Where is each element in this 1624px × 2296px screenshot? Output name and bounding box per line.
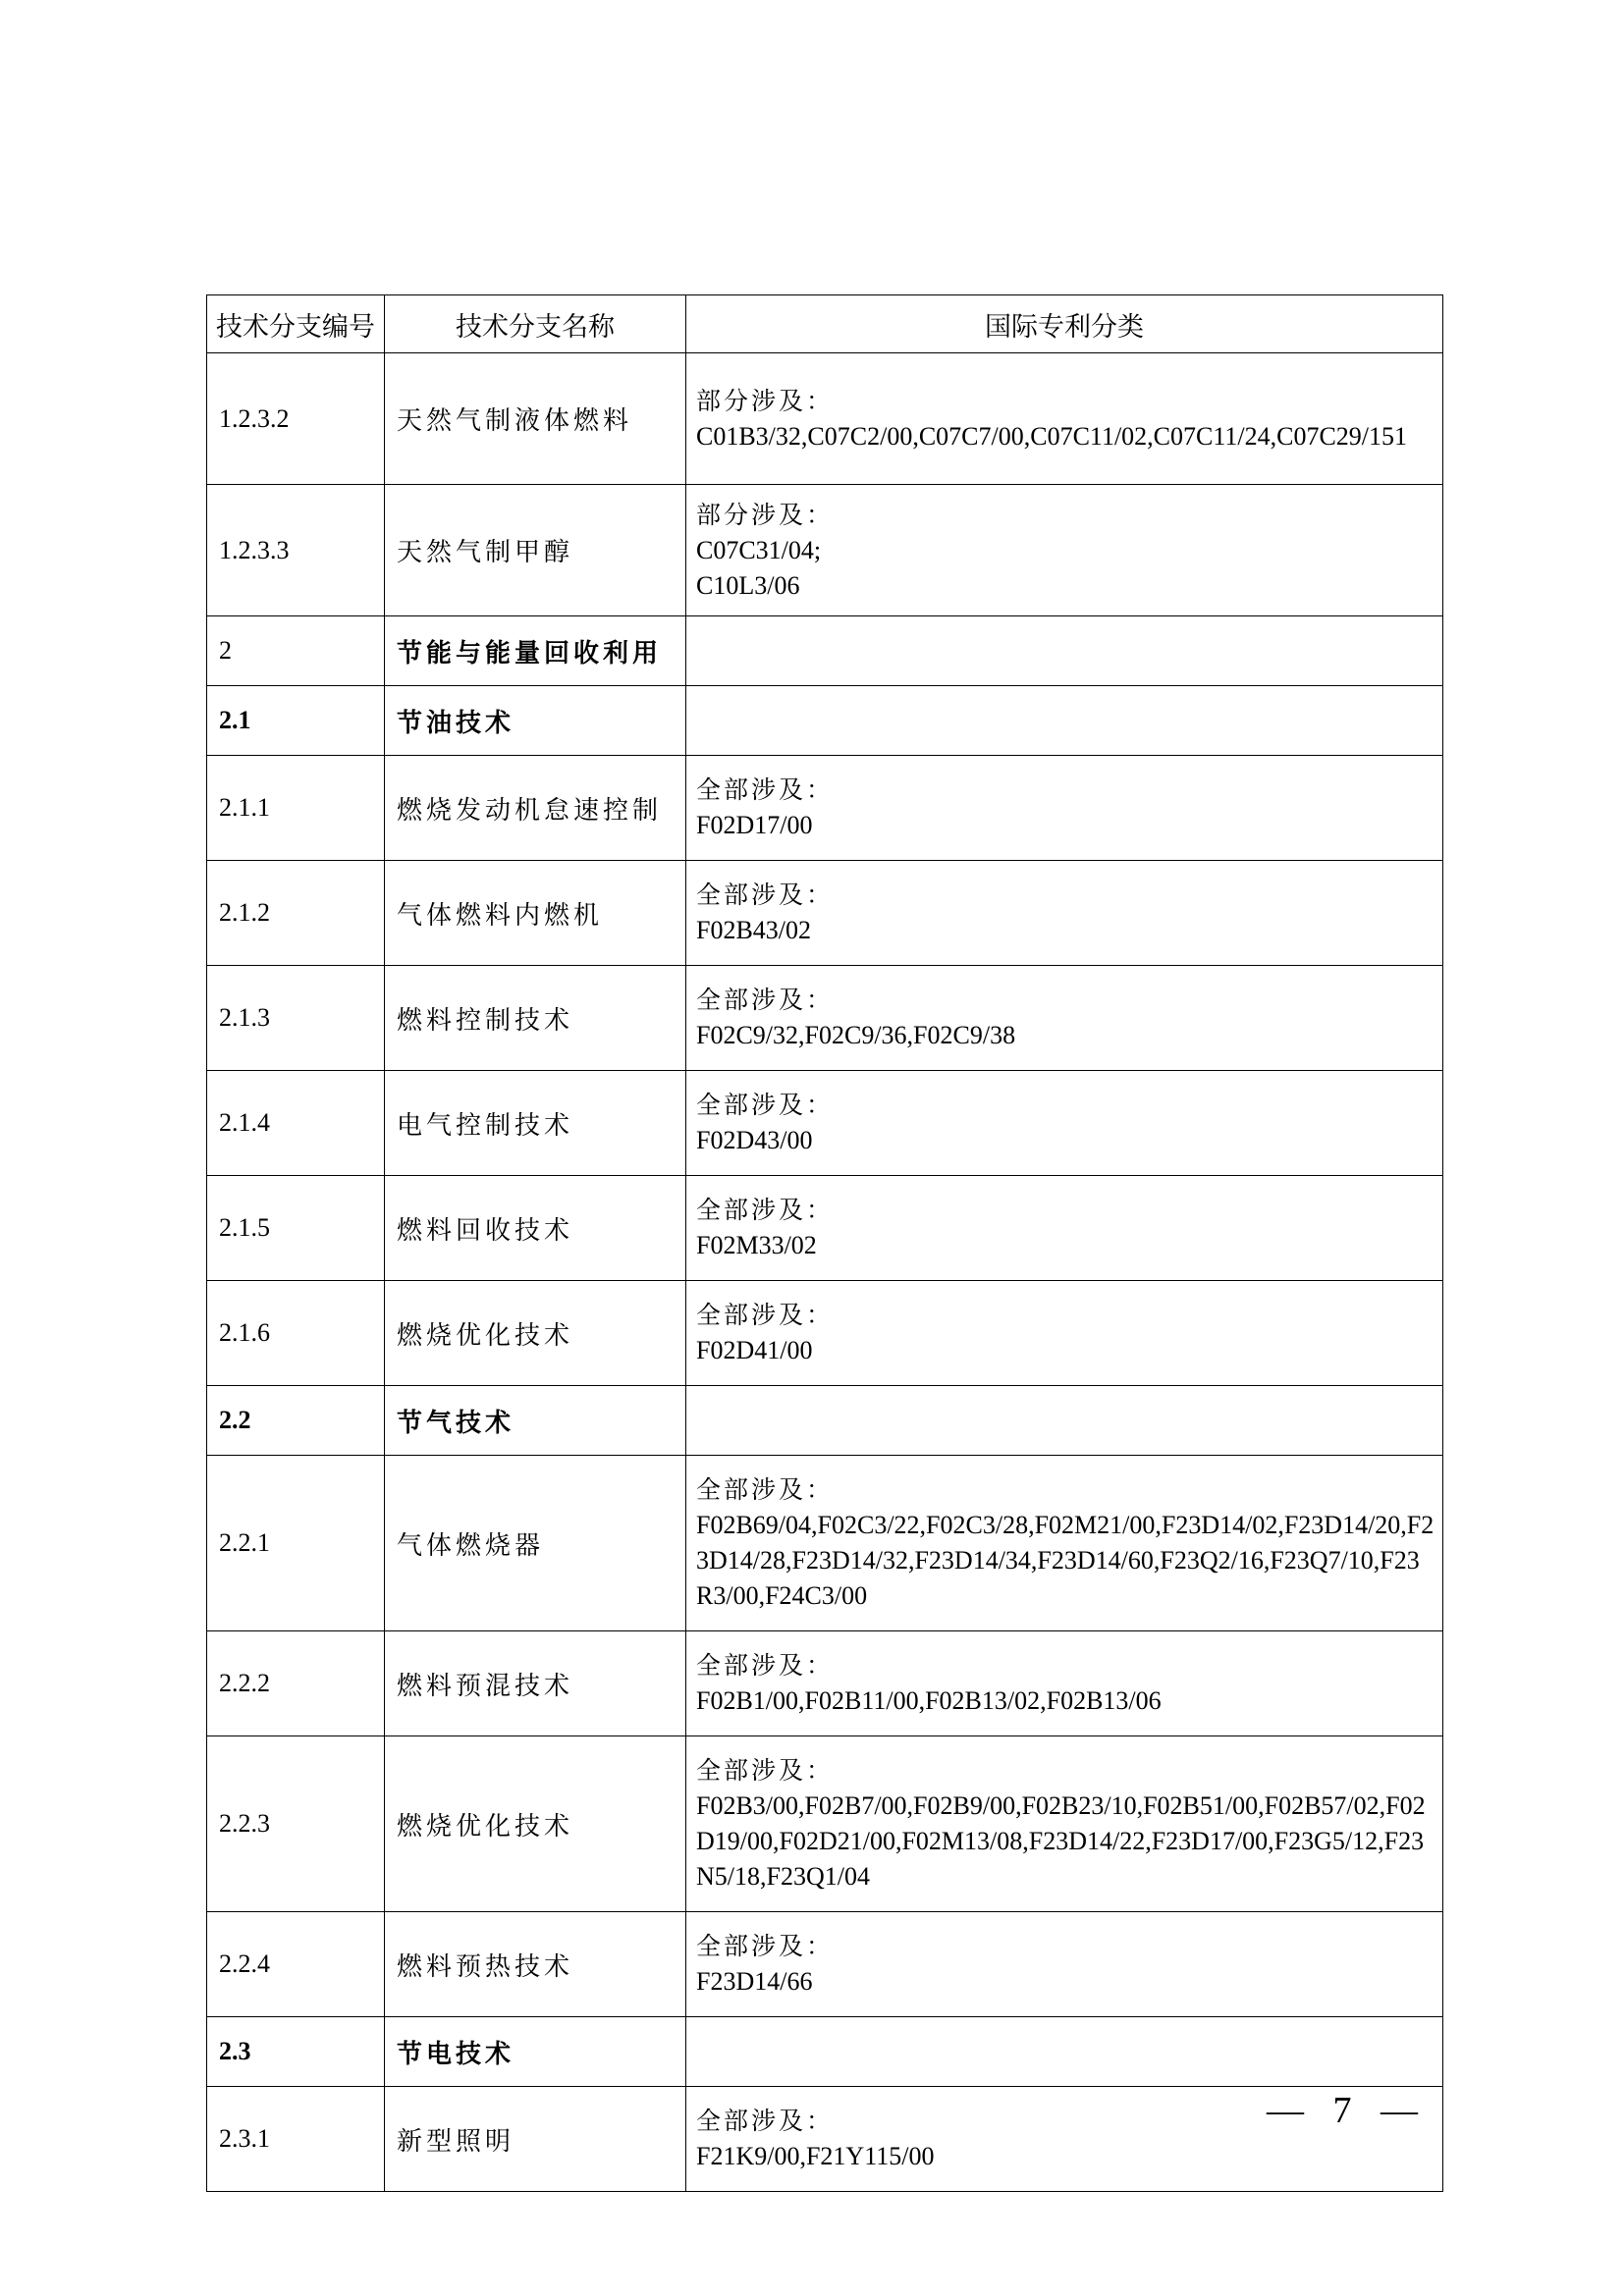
table-row [207, 616, 1443, 686]
ipc-label: 全部涉及： [696, 881, 835, 909]
ipc-label: 全部涉及： [696, 986, 835, 1014]
branch-name: 节油技术 [385, 686, 686, 756]
branch-number: 2.3 [207, 2017, 385, 2087]
branch-number: 2.2.2 [207, 1631, 385, 1736]
branch-name: 燃料预混技术 [385, 1631, 686, 1736]
ipc-codes: F02M33/02 [696, 1231, 817, 1259]
branch-name: 天然气制甲醇 [385, 485, 686, 616]
ipc-cell [686, 2017, 1443, 2087]
branch-name: 节气技术 [385, 1386, 686, 1456]
table-row [207, 2017, 1443, 2087]
ipc-label: 全部涉及： [696, 1756, 835, 1785]
branch-name: 气体燃料内燃机 [385, 861, 686, 966]
ipc-codes: F02D41/00 [696, 1336, 813, 1364]
ipc-cell [686, 1386, 1443, 1456]
branch-name: 新型照明 [385, 2087, 686, 2192]
branch-number: 2.1.3 [207, 966, 385, 1071]
table-header-row [207, 295, 1443, 353]
ipc-codes: F02B69/04,F02C3/22,F02C3/28,F02M21/00,F23D14/02,F23D14/20,F23D14/28,F23D14/32,F23D14/34,F23D14/60,F23Q2/16,F23Q7/10,F23R3/00,F24C3/00 [696, 1511, 1435, 1610]
ipc-codes: F23D14/66 [696, 1967, 813, 1996]
ipc-cell [686, 1456, 1443, 1631]
table-row [207, 2087, 1443, 2192]
branch-number: 2.3.1 [207, 2087, 385, 2192]
branch-name: 气体燃烧器 [385, 1456, 686, 1631]
branch-name: 节能与能量回收利用 [385, 616, 686, 686]
branch-number: 2.1.6 [207, 1281, 385, 1386]
ipc-cell [686, 1071, 1443, 1176]
branch-name: 电气控制技术 [385, 1071, 686, 1176]
branch-number: 1.2.3.2 [207, 353, 385, 485]
ipc-codes: F02B3/00,F02B7/00,F02B9/00,F02B23/10,F02B51/00,F02B57/02,F02D19/00,F02D21/00,F02M13/08,F23D14/22,F23D17/00,F23G5/12,F23N5/18,F23Q1/04 [696, 1791, 1426, 1891]
table-row [207, 1631, 1443, 1736]
ipc-label: 全部涉及： [696, 1196, 835, 1224]
branch-name: 天然气制液体燃料 [385, 353, 686, 485]
table-row [207, 1176, 1443, 1281]
branch-name: 燃料控制技术 [385, 966, 686, 1071]
ipc-cell [686, 616, 1443, 686]
ipc-label: 全部涉及： [696, 1932, 835, 1960]
branch-number: 2.2.1 [207, 1456, 385, 1631]
branch-number: 2.2.4 [207, 1912, 385, 2017]
ipc-codes: C01B3/32,C07C2/00,C07C7/00,C07C11/02,C07C11/24,C07C29/151 [696, 421, 1408, 451]
branch-number: 2.1.5 [207, 1176, 385, 1281]
ipc-cell [686, 1281, 1443, 1386]
ipc-codes: F02B43/02 [696, 916, 812, 944]
table-row [207, 485, 1443, 616]
ipc-cell [686, 485, 1443, 616]
header-branch-name: 技术分支名称 [385, 295, 686, 353]
table-row [207, 861, 1443, 966]
ipc-label: 全部涉及： [696, 1475, 835, 1504]
branch-number: 2.1.1 [207, 756, 385, 861]
ipc-cell [686, 1631, 1443, 1736]
branch-number: 2.1 [207, 686, 385, 756]
table-row [207, 966, 1443, 1071]
branch-name: 燃烧优化技术 [385, 1736, 686, 1912]
ipc-cell [686, 861, 1443, 966]
header-branch-number: 技术分支编号 [207, 295, 385, 353]
branch-name: 节电技术 [385, 2017, 686, 2087]
ipc-codes: F02D43/00 [696, 1126, 813, 1154]
ipc-codes: F02B1/00,F02B11/00,F02B13/02,F02B13/06 [696, 1686, 1162, 1715]
ipc-label: 全部涉及： [696, 775, 835, 804]
ipc-label: 全部涉及： [696, 1651, 835, 1680]
page-number: — 7 — [1267, 2090, 1428, 2131]
ipc-label: 部分涉及： [696, 500, 835, 529]
branch-number: 2.2 [207, 1386, 385, 1456]
header-ipc-class: 国际专利分类 [686, 295, 1443, 353]
ipc-cell [686, 686, 1443, 756]
ipc-label: 部分涉及： [696, 386, 835, 415]
ipc-label: 全部涉及： [696, 1091, 835, 1119]
table-row [207, 1071, 1443, 1176]
ipc-cell [686, 1736, 1443, 1912]
branch-name: 燃料回收技术 [385, 1176, 686, 1281]
table-row [207, 1912, 1443, 2017]
table-row [207, 686, 1443, 756]
branch-name: 燃料预热技术 [385, 1912, 686, 2017]
ipc-classification-table [206, 294, 1443, 2192]
ipc-cell [686, 1176, 1443, 1281]
table-row [207, 756, 1443, 861]
branch-number: 1.2.3.3 [207, 485, 385, 616]
table-row [207, 1281, 1443, 1386]
table-row [207, 353, 1443, 485]
ipc-cell [686, 966, 1443, 1071]
table-row [207, 1386, 1443, 1456]
ipc-codes: F21K9/00,F21Y115/00 [696, 2142, 935, 2170]
ipc-cell [686, 1912, 1443, 2017]
branch-number: 2.1.4 [207, 1071, 385, 1176]
ipc-codes: F02C9/32,F02C9/36,F02C9/38 [696, 1021, 1016, 1049]
branch-number: 2.1.2 [207, 861, 385, 966]
ipc-codes: F02D17/00 [696, 811, 813, 839]
branch-number: 2 [207, 616, 385, 686]
table-row [207, 1736, 1443, 1912]
table-row [207, 1456, 1443, 1631]
ipc-cell [686, 353, 1443, 485]
branch-name: 燃烧优化技术 [385, 1281, 686, 1386]
branch-number: 2.2.3 [207, 1736, 385, 1912]
ipc-label: 全部涉及： [696, 2107, 835, 2135]
ipc-label: 全部涉及： [696, 1301, 835, 1329]
ipc-cell [686, 756, 1443, 861]
branch-name: 燃烧发动机怠速控制 [385, 756, 686, 861]
ipc-codes: C07C31/04; C10L3/06 [696, 535, 822, 600]
